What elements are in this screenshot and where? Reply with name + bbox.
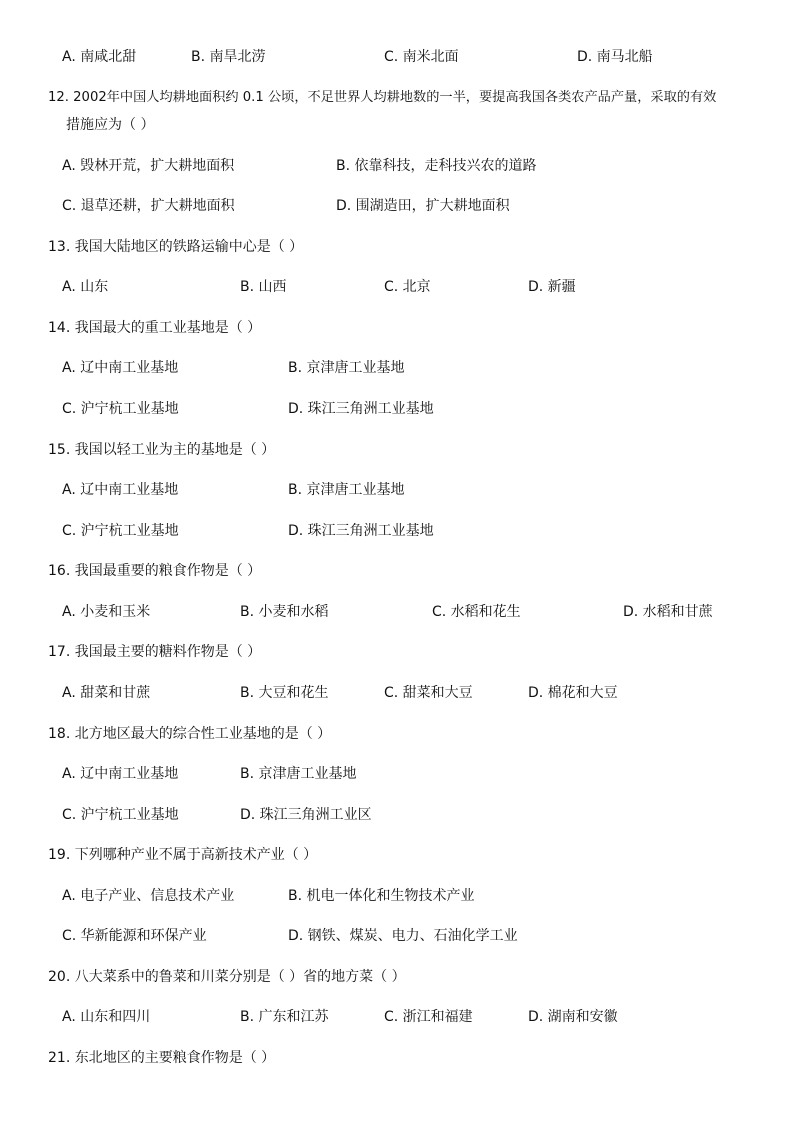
option-d: D. 新疆 <box>528 279 576 295</box>
question-stem-continuation: 措施应为（ ） <box>66 117 155 133</box>
option-a: A. 电子产业、信息技术产业 <box>62 888 235 904</box>
option-d: D. 湖南和安徽 <box>528 1009 618 1025</box>
question-stem: 18. 北方地区最大的综合性工业基地的是（ ） <box>48 726 332 742</box>
option-d: D. 珠江三角洲工业区 <box>240 807 372 823</box>
option-c: C. 沪宁杭工业基地 <box>62 523 179 539</box>
option-c: C. 北京 <box>384 279 431 295</box>
option-a: A. 辽中南工业基地 <box>62 482 179 498</box>
option-d: D. 钢铁、煤炭、电力、石油化学工业 <box>288 928 518 944</box>
question-stem: 16. 我国最重要的粮食作物是（ ） <box>48 563 262 579</box>
question-stem: 20. 八大菜系中的鲁菜和川菜分别是（ ）省的地方菜（ ） <box>48 969 406 985</box>
option-b: B. 机电一体化和生物技术产业 <box>288 888 475 904</box>
option-b: B. 小麦和水稻 <box>240 604 329 620</box>
option-b: B. 山西 <box>240 279 287 295</box>
option-b: B. 大豆和花生 <box>240 685 329 701</box>
option-c: C. 华新能源和环保产业 <box>62 928 207 944</box>
option-c: C. 沪宁杭工业基地 <box>62 807 179 823</box>
option-b: B. 广东和江苏 <box>240 1009 329 1025</box>
option-c: C. 浙江和福建 <box>384 1009 473 1025</box>
option-c: C. 南米北面 <box>384 49 459 65</box>
option-a: A. 辽中南工业基地 <box>62 766 179 782</box>
question-stem: 17. 我国最主要的糖料作物是（ ） <box>48 644 262 660</box>
option-a: A. 小麦和玉米 <box>62 604 151 620</box>
option-c: C. 沪宁杭工业基地 <box>62 401 179 417</box>
option-c: C. 退草还耕，扩大耕地面积 <box>62 198 235 214</box>
option-c: C. 甜菜和大豆 <box>384 685 473 701</box>
question-stem: 12. 2002年中国人均耕地面积约 0.1 公顷，不足世界人均耕地数的一半，要提高我国各类农产品产量，采取的有效 <box>48 90 717 105</box>
question-stem: 14. 我国最大的重工业基地是（ ） <box>48 320 262 336</box>
option-d: D. 棉花和大豆 <box>528 685 618 701</box>
option-b: B. 南旱北涝 <box>191 49 266 65</box>
option-b: B. 京津唐工业基地 <box>288 360 405 376</box>
question-stem: 21. 东北地区的主要粮食作物是（ ） <box>48 1050 276 1066</box>
question-stem: 15. 我国以轻工业为主的基地是（ ） <box>48 442 276 458</box>
option-a: A. 南咸北甜 <box>62 49 137 65</box>
option-d: D. 南马北船 <box>577 49 653 65</box>
question-stem: 13. 我国大陆地区的铁路运输中心是（ ） <box>48 239 304 255</box>
option-d: D. 围湖造田，扩大耕地面积 <box>336 198 510 214</box>
option-b: B. 依靠科技，走科技兴农的道路 <box>336 158 537 174</box>
option-d: D. 水稻和甘蔗 <box>623 604 713 620</box>
option-d: D. 珠江三角洲工业基地 <box>288 401 434 417</box>
option-c: C. 水稻和花生 <box>432 604 521 620</box>
option-b: B. 京津唐工业基地 <box>288 482 405 498</box>
option-a: A. 山东 <box>62 279 109 295</box>
question-stem: 19. 下列哪种产业不属于高新技术产业（ ） <box>48 847 318 863</box>
option-a: A. 辽中南工业基地 <box>62 360 179 376</box>
option-a: A. 山东和四川 <box>62 1009 151 1025</box>
option-a: A. 毁林开荒，扩大耕地面积 <box>62 158 235 174</box>
option-b: B. 京津唐工业基地 <box>240 766 357 782</box>
option-a: A. 甜菜和甘蔗 <box>62 685 151 701</box>
option-d: D. 珠江三角洲工业基地 <box>288 523 434 539</box>
